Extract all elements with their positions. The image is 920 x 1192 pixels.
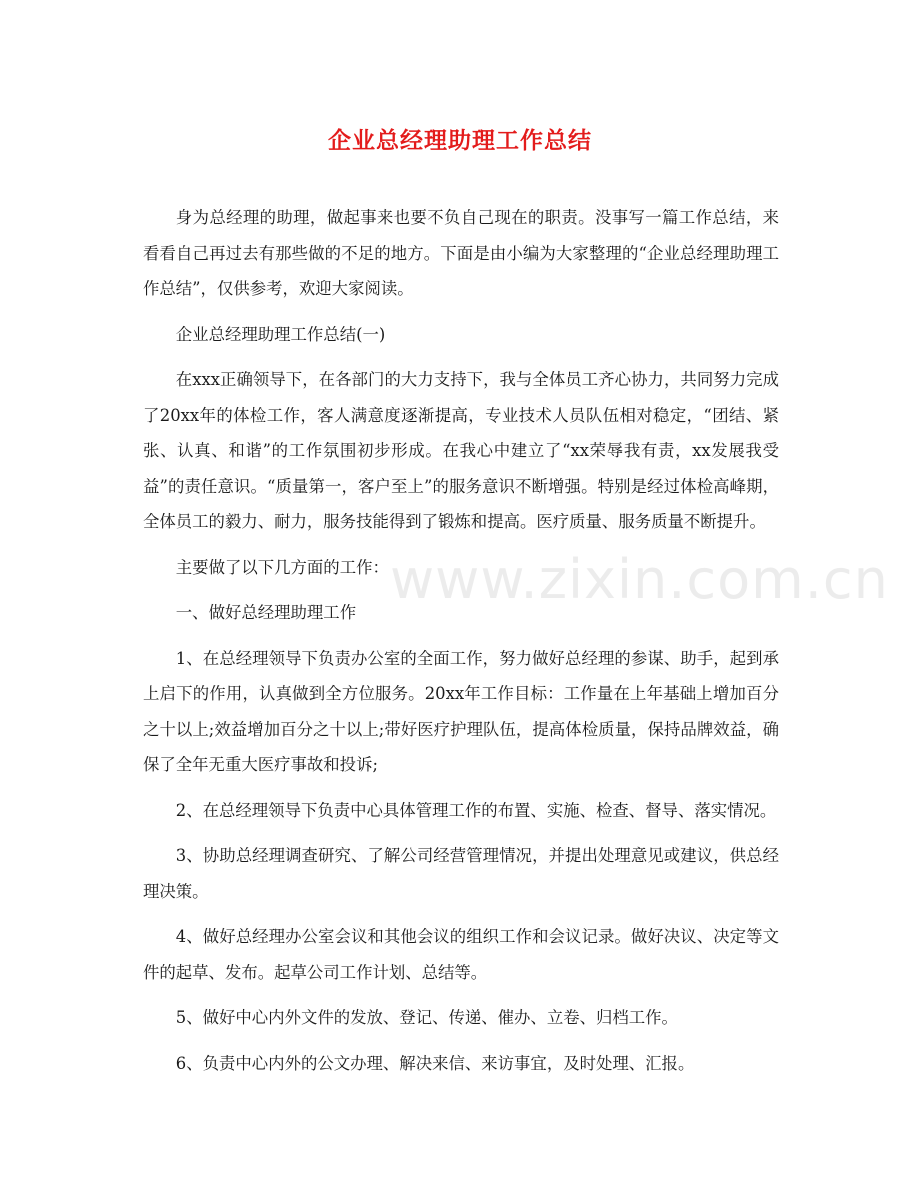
document-body — [143, 200, 779, 1091]
body-paragraph: 主要做了以下几方面的工作： — [175, 557, 389, 577]
section-heading: 企业总经理助理工作总结(一) — [175, 324, 386, 344]
intro-paragraph: 身为总经理的助理，做起事来也要不负自己现在的职责。没事写一篇工作总结，来看看自己再过去有那些做的不足的地方。下面是由小编为大家整理的“企业总经理助理工作总结”，仅供参考，欢迎大家阅读。 — [143, 208, 779, 298]
body-paragraph: 在xxx正确领导下，在各部门的大力支持下，我与全体员工齐心协力，共同努力完成了20xx年的体检工作，客人满意度逐渐提高，专业技术人员队伍相对稳定，“团结、紧张、认真、和谐”的工作氛围初步形成。在我心中建立了“xx荣辱我有责，xx发展我受益”的责任意识。“质量第一，客户至上”的服务意识不断增强。特别是经过体检高峰期，全体员工的毅力、耐力，服务技能得到了锻炼和提高。医疗质量、服务质量不断提升。 — [143, 370, 779, 531]
list-item: 3、协助总经理调查研究、了解公司经营管理情况，并提出处理意见或建议，供总经理决策。 — [143, 846, 779, 901]
watermark: www.zixin.com.cn — [390, 548, 889, 611]
list-item: 2、在总经理领导下负责中心具体管理工作的布置、实施、检查、督导、落实情况。 — [175, 800, 777, 820]
subsection-heading: 一、做好总经理助理工作 — [175, 603, 357, 622]
list-item: 4、做好总经理办公室会议和其他会议的组织工作和会议记录。做好决议、决定等文件的起草、发布。起草公司工作计划、总结等。 — [143, 927, 779, 982]
list-item: 6、负责中心内外的公文办理、解决来信、来访事宜，及时处理、汇报。 — [175, 1053, 695, 1073]
list-item: 1、在总经理领导下负责办公室的全面工作，努力做好总经理的参谋、助手，起到承上启下的作用，认真做到全方位服务。20xx年工作目标：工作量在上年基础上增加百分之十以上;效益增加百分之十以上;带好医疗护理队伍，提高体检质量，保持品牌效益，确保了全年无重大医疗事故和投诉; — [143, 648, 779, 774]
document-title: 企业总经理助理工作总结 — [328, 127, 592, 154]
list-item: 5、做好中心内外文件的发放、登记、传递、催办、立卷、归档工作。 — [175, 1008, 678, 1027]
